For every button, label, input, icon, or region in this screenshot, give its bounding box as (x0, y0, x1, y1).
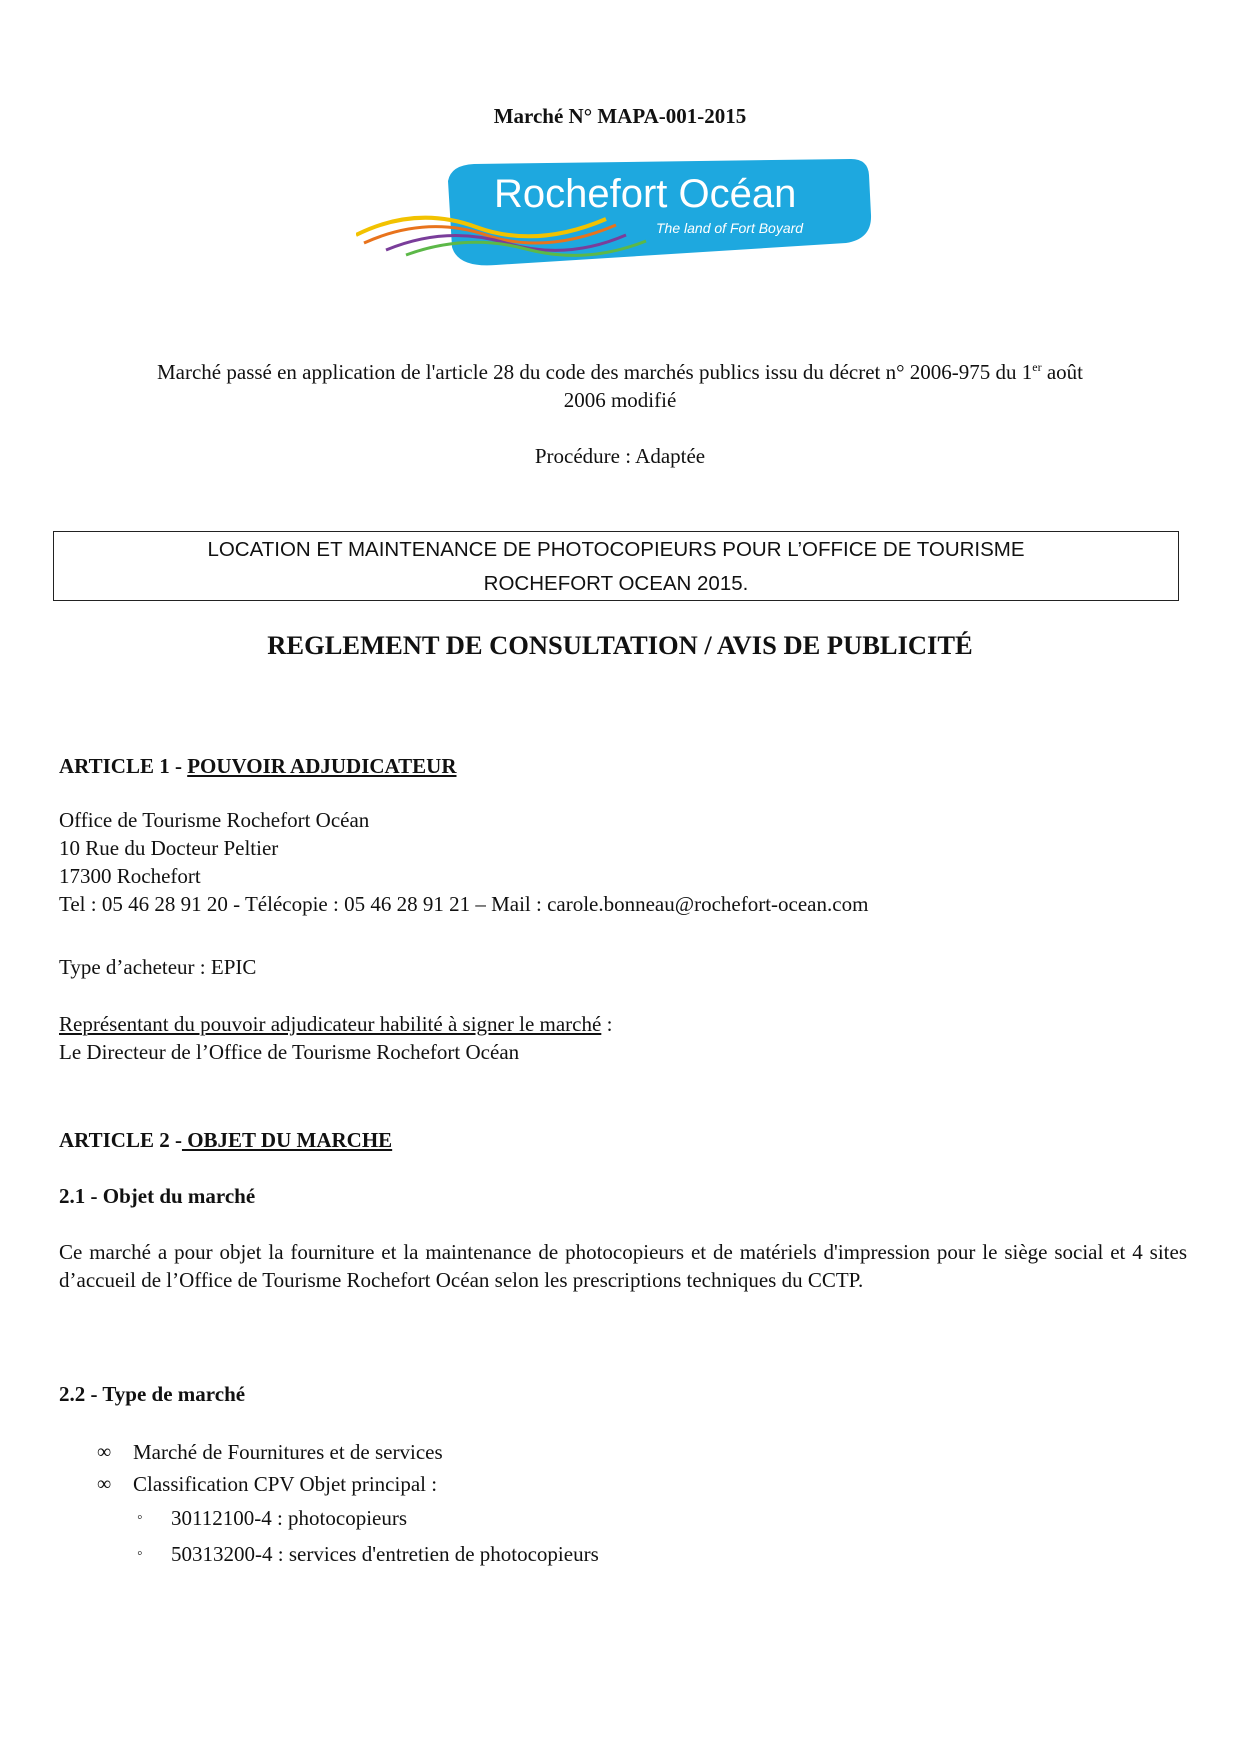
article-2-prefix: ARTICLE 2 - (59, 1128, 182, 1152)
subject-line-2: ROCHEFORT OCEAN 2015. (483, 572, 749, 595)
contract-number: Marché N° MAPA-001-2015 (493, 104, 747, 128)
legal-basis-line-1 (60, 358, 1180, 386)
representative-value: Le Directeur de l’Office de Tourisme Rochefort Océan (59, 1040, 520, 1064)
section-2-2-heading: 2.2 - Type de marché (59, 1382, 246, 1406)
rochefort-ocean-logo (356, 155, 876, 273)
legal-basis-text-end: août (1041, 360, 1083, 384)
logo-tagline-text: The land of Fort Boyard (656, 220, 804, 236)
list-item (59, 1468, 1187, 1500)
article-1-prefix: ARTICLE 1 - (59, 754, 188, 778)
sub-list-item (59, 1500, 1187, 1536)
representative-colon: : (601, 1012, 613, 1036)
subject-box (53, 531, 1179, 601)
legal-basis (60, 358, 1180, 414)
list-item-text: Classification CPV Objet principal : (133, 1472, 438, 1496)
sub-list-item (59, 1536, 1187, 1572)
contracting-authority-address (59, 806, 1187, 918)
section-2-1-heading: 2.1 - Objet du marché (59, 1184, 256, 1208)
address-line: Office de Tourisme Rochefort Océan (59, 808, 370, 832)
legal-basis-superscript: er (1032, 360, 1042, 374)
representative-label-line (59, 1010, 1187, 1038)
buyer-type: Type d’acheteur : EPIC (59, 955, 257, 979)
infinity-bullet-icon: ∞ (97, 1441, 112, 1463)
subject-line-1: LOCATION ET MAINTENANCE DE PHOTOCOPIEURS POUR L’OFFICE DE TOURISME (207, 538, 1025, 561)
circle-bullet-icon: ◦ (137, 1509, 143, 1526)
representative-section (59, 1010, 1187, 1066)
infinity-bullet-icon: ∞ (97, 1473, 112, 1495)
address-line: 10 Rue du Docteur Peltier (59, 836, 279, 860)
list-item-text: Marché de Fournitures et de services (133, 1440, 443, 1464)
legal-basis-text: Marché passé en application de l'article 28 du code des marchés publics issu du décret n° 2006-975 du 1 (157, 360, 1033, 384)
circle-bullet-icon: ◦ (137, 1545, 143, 1562)
article-2-heading (59, 1126, 1187, 1154)
procedure-type: Procédure : Adaptée (534, 444, 706, 468)
article-1-heading (59, 752, 1187, 780)
article-2-title: OBJET DU MARCHE (181, 1128, 393, 1152)
representative-label: Représentant du pouvoir adjudicateur habilité à signer le marché (59, 1012, 602, 1036)
market-type-list (59, 1436, 1187, 1572)
document-title: REGLEMENT DE CONSULTATION / AVIS DE PUBLICITÉ (267, 630, 973, 660)
contact-line: Tel : 05 46 28 91 20 - Télécopie : 05 46 28 91 21 – Mail : carole.bonneau@rochefort-ocean.com (59, 892, 869, 916)
article-1-title: POUVOIR ADJUDICATEUR (187, 754, 457, 778)
section-2-1-text: Ce marché a pour objet la fourniture et la maintenance de photocopieurs et de matériels d'impression pour le siège social et 4 sites d’accueil de l’Office de Tourisme Rochefort Océan selon les prescriptions techniques du CCTP. (59, 1240, 1187, 1292)
sub-list-item-text: 30112100-4 : photocopieurs (171, 1506, 408, 1530)
address-line: 17300 Rochefort (59, 864, 201, 888)
legal-basis-line-2: 2006 modifié (563, 388, 677, 412)
logo-brand-text: Rochefort Océan (494, 172, 797, 216)
list-item (59, 1436, 1187, 1468)
sub-list-item-text: 50313200-4 : services d'entretien de photocopieurs (171, 1542, 599, 1566)
